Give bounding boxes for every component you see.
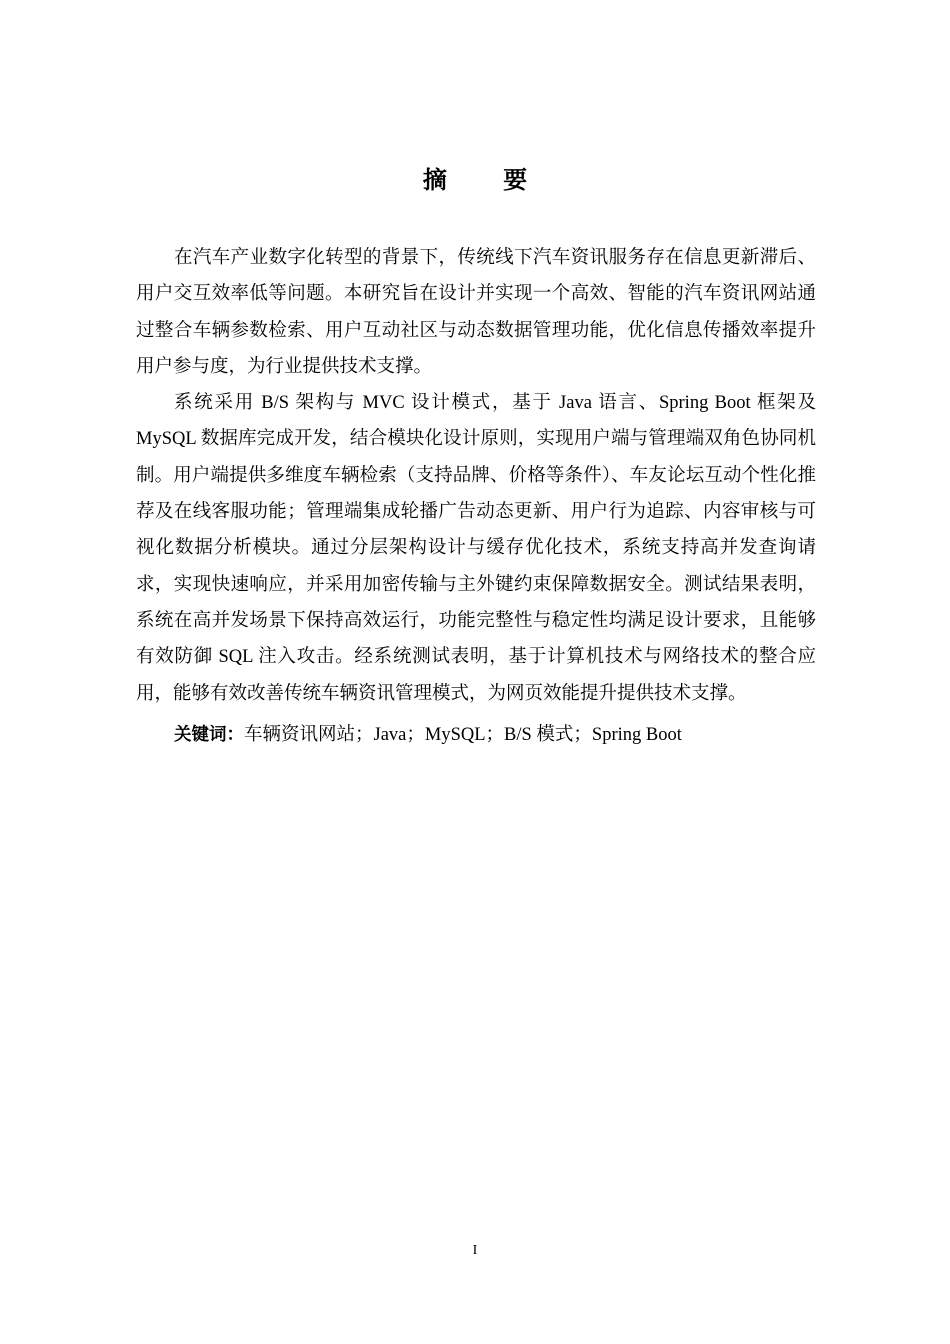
abstract-paragraph-1: 在汽车产业数字化转型的背景下，传统线下汽车资讯服务存在信息更新滞后、用户交互效率低等问题。本研究旨在设计并实现一个高效、智能的汽车资讯网站通过整合车辆参数检索、用户互动社区与动态数据管理功能，优化信息传播效率提升用户参与度，为行业提供技术支撑。 [136, 248, 816, 377]
page-number: I [472, 1243, 478, 1258]
abstract-paragraph-2: 系统采用 B/S 架构与 MVC 设计模式，基于 Java 语言、Spring Boot 框架及 MySQL 数据库完成开发，结合模块化设计原则，实现用户端与管理端双角色协同机制。用户端提供多维度车辆检索（支持品牌、价格等条件）、车友论坛互动个性化推荐及在线客服功能；管理端集成轮播广告动态更新、用户行为追踪、内容审核与可视化数据分析模块。通过分层架构设计与缓存优化技术，系统支持高并发查询请求，实现快速响应，并采用加密传输与主外键约束保障数据安全。测试结果表明，系统在高并发场景下保持高效运行，功能完整性与稳定性均满足设计要求，且能够有效防御 SQL 注入攻击。经系统测试表明，基于计算机技术与网络技术的整合应用，能够有效改善传统车辆资讯管理模式，为网页效能提升提供技术支撑。 [136, 393, 816, 704]
abstract-body [136, 240, 816, 753]
keywords-text: 车辆资讯网站；Java；MySQL；B/S 模式；Spring Boot [244, 724, 682, 745]
abstract-heading: 摘 要 [422, 166, 552, 194]
keywords-label: 关键词： [174, 724, 244, 745]
keywords-line [136, 717, 816, 753]
